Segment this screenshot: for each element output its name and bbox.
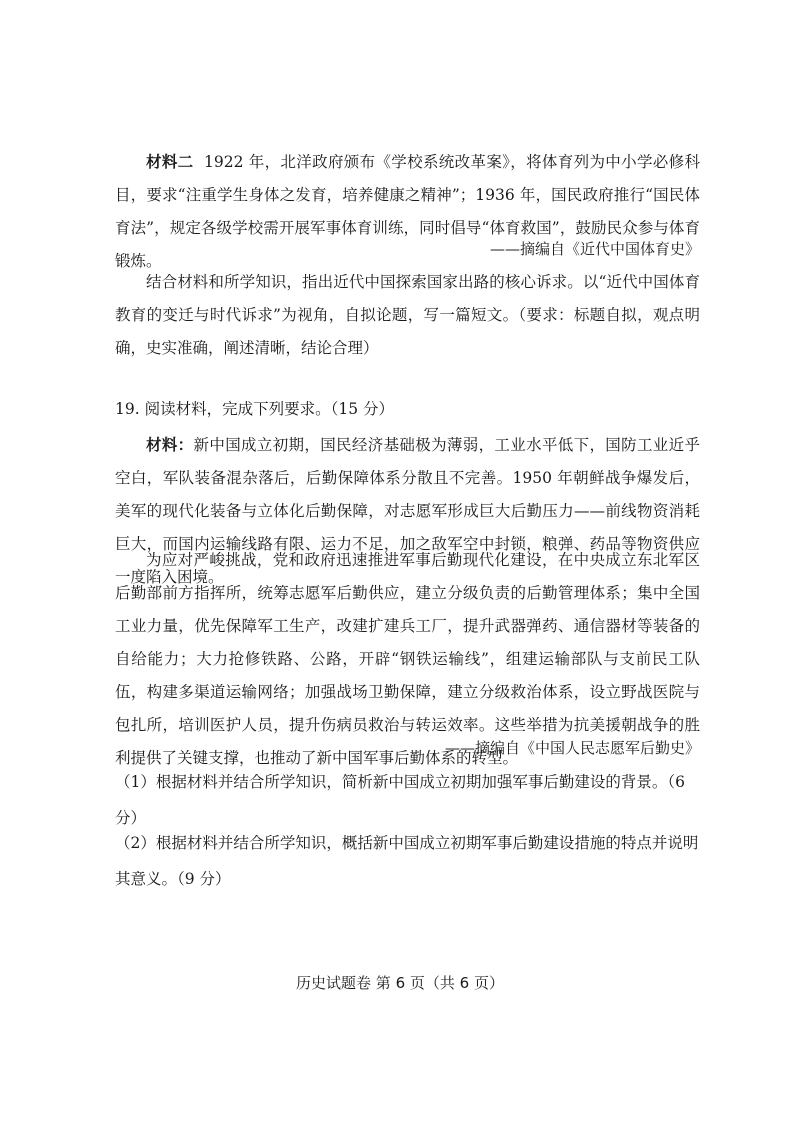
question-19-material-text-1: 新中国成立初期，国民经济基础极为薄弱，工业水平低下，国防工业近乎空白，军队装备混杂落后，后勤保障体系分散且不完善。1950 年朝鲜战争爆发后，美军的现代化装备与立体化后勤保障，对志愿军形成巨大后勤压力——前线物资消耗巨大，而国内运输线路有限、运力不足，加之敌军空中封锁，粮弹、药品等物资供应一度陷入困境。 [115, 436, 700, 586]
question-19-title: 19. 阅读材料，完成下列要求。（15 分） [115, 400, 394, 418]
question-19-source: ——摘编自《中国人民志愿军后勤史》 [444, 739, 700, 757]
material-two-source: ——摘编自《近代中国体育史》 [489, 240, 700, 258]
question-19-material-label: 材料： [146, 435, 194, 454]
question-19-sub-2: （2）根据材料并结合所学知识，概括新中国成立初期军事后勤建设措施的特点并说明其意义。（9 分） [115, 834, 699, 888]
question-19-material-paragraph-2: 为应对严峻挑战，党和政府迅速推进军事后勤现代化建设，在中央成立东北军区后勤部前方指挥所，统筹志愿军后勤供应，建立分级负责的后勤管理体系；集中全国工业力量，优先保障军工生产，改建扩建兵工厂，提升武器弹药、通信器材等装备的自给能力；大力抢修铁路、公路，开辟“钢铁运输线”，组建运输部队与支前民工队伍，构建多渠道运输网络；加强战场卫勤保障，建立分级救治体系，设立野战医院与包扎所，培训医护人员，提升伤病员救治与转运效率。这些举措为抗美援朝战争的胜利提供了关键支撑，也推动了新中国军事后勤体系的转型。 [115, 551, 700, 767]
material-two-label: 材料二 [146, 152, 194, 171]
question-18-prompt: 结合材料和所学知识，指出近代中国探索国家出路的核心诉求。以“近代中国体育教育的变迁与时代诉求”为视角，自拟论题，写一篇短文。（要求：标题自拟，观点明确，史实准确，阐述清晰，结论合理） [115, 273, 700, 357]
page-footer: 历史试题卷 第 6 页（共 6 页） [296, 974, 504, 992]
material-two-text: 1922 年，北洋政府颁布《学校系统改革案》，将体育列为中小学必修科目，要求“注重学生身体之发育，培养健康之精神”；1936 年，国民政府推行“国民体育法”，规定各级学校需开展军事体育训练，同时倡导“体育救国”，鼓励民众参与体育锻炼。 [115, 153, 700, 270]
question-19-sub-1: （1）根据材料并结合所学知识，简析新中国成立初期加强军事后勤建设的背景。（6 分） [115, 773, 685, 827]
